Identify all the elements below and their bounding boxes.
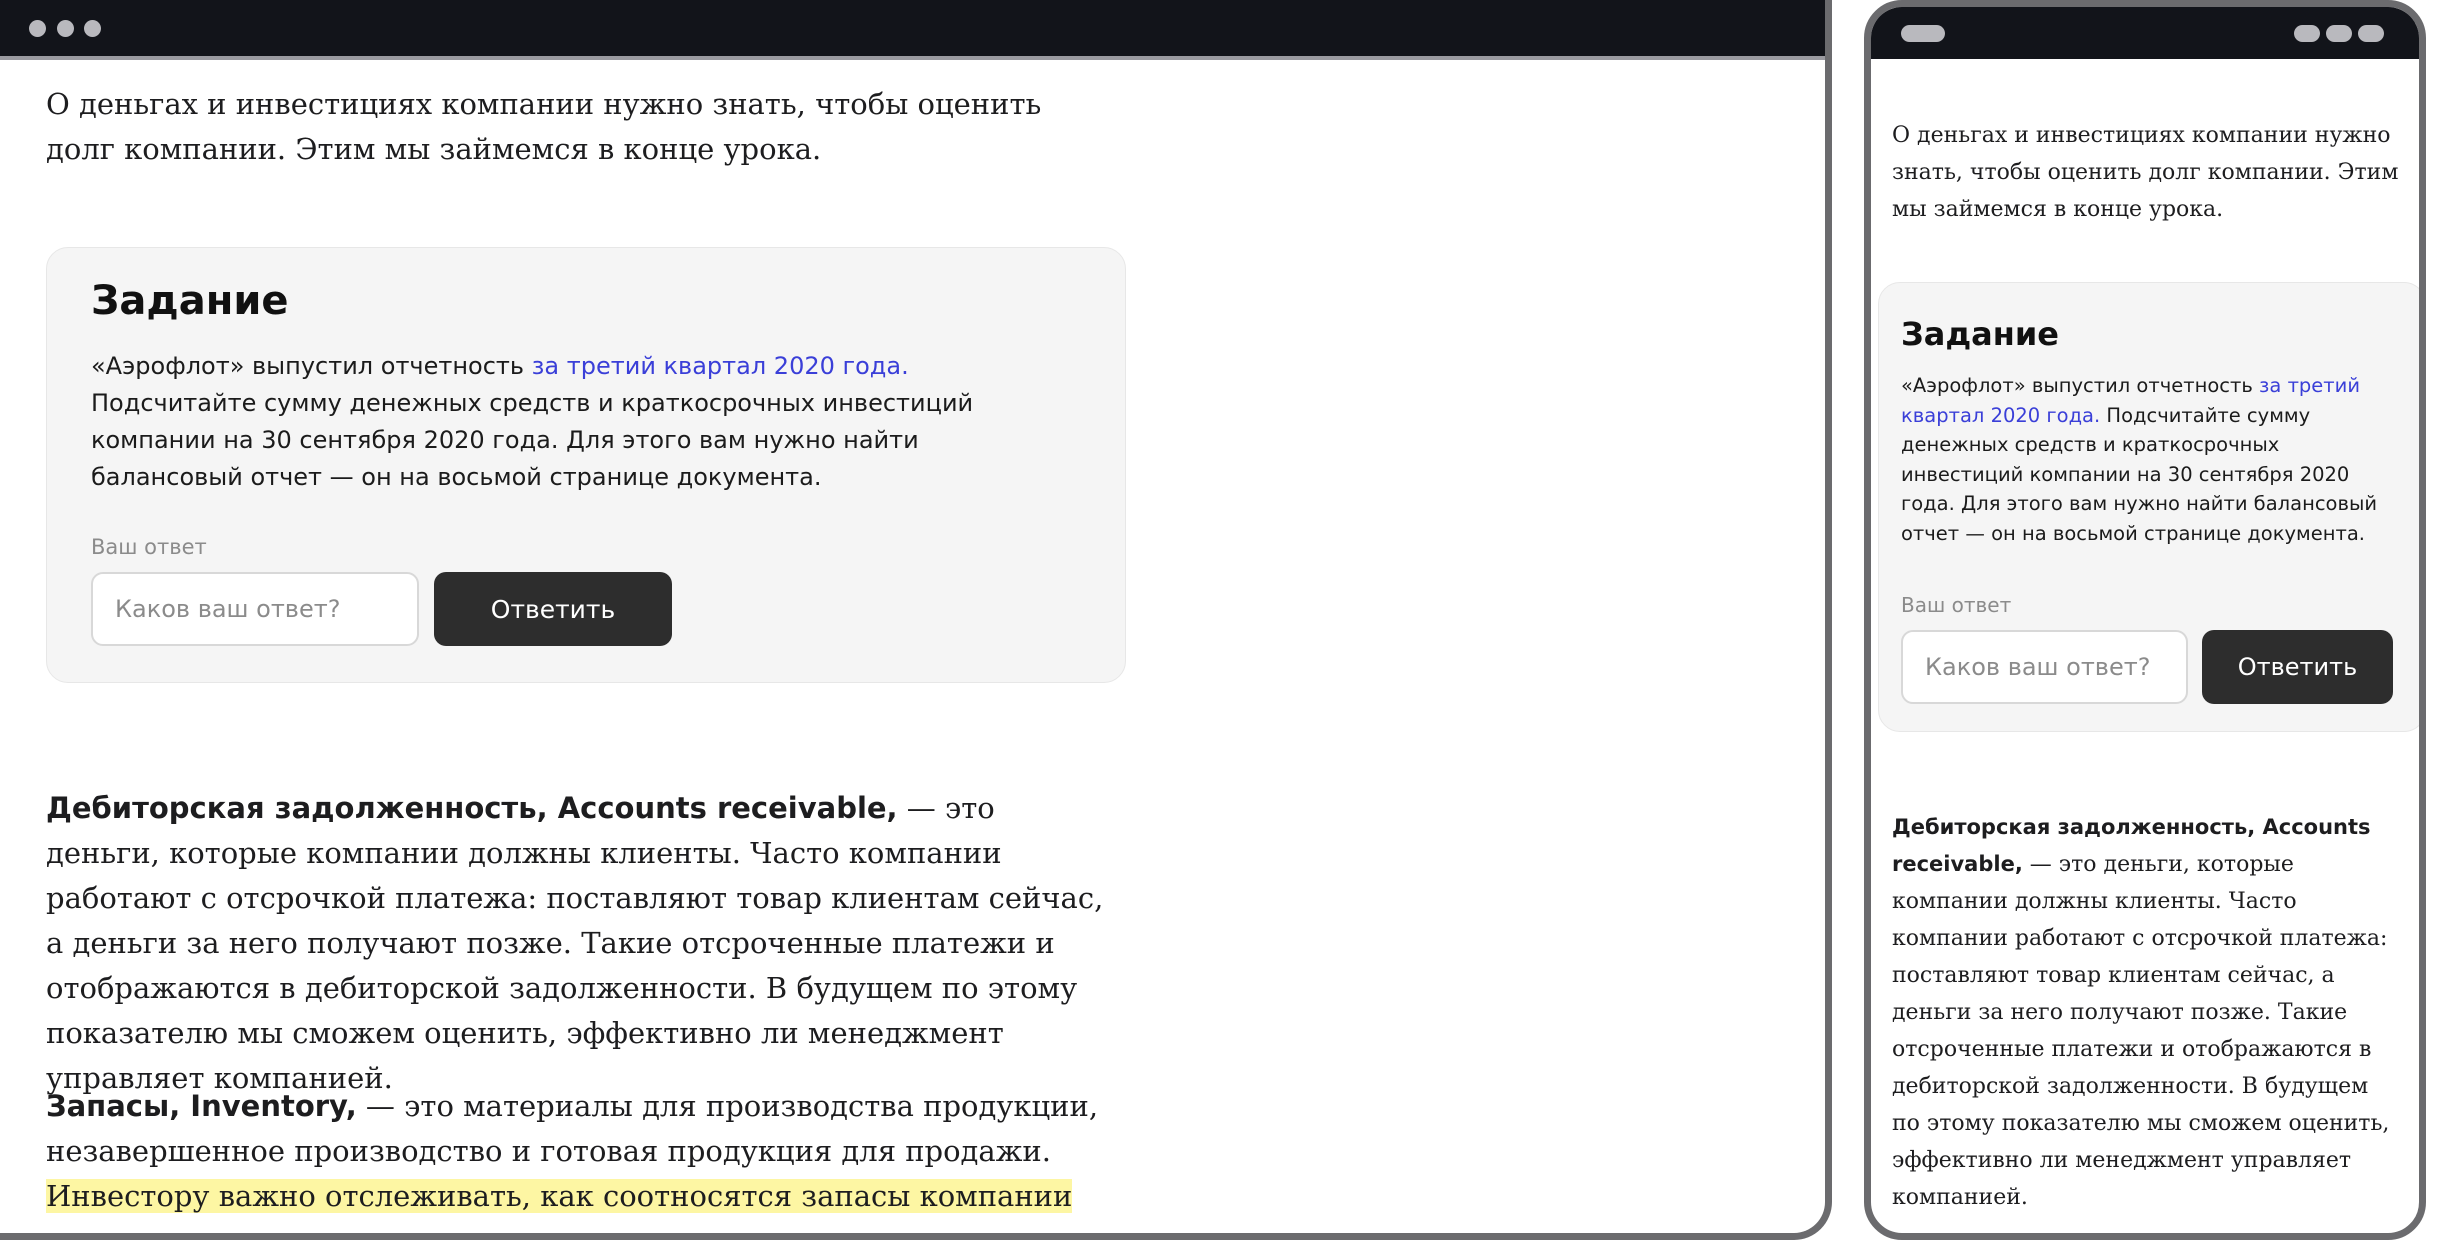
inventory-definition: — это материалы для производства продукции, незавершенное производство и готовая продукция для продажи. (46, 1089, 1099, 1168)
task-text-end: Подсчитайте сумму денежных средств и краткосрочных инвестиций компании на 30 сентября 2020 года. Для этого вам нужно найти балансовый отчет — он на восьмой странице документа. (91, 389, 974, 491)
task-text-mobile (1901, 371, 2406, 548)
highlighted-text: Инвестору важно отслеживать, как соотносятся запасы компании (46, 1179, 1073, 1213)
receivables-definition: — это деньги, которые компании должны клиенты. Часто компании работают с отсрочкой платежа: поставляют товар клиентам сейчас, а деньги за него получают позже. Такие отсроченные платежи и отображаются в дебиторской задолженности. В будущем по этому показателю мы сможем оценить, эффективно ли менеджмент управляет компанией. (46, 791, 1104, 1095)
answer-input-mobile[interactable] (1901, 630, 2188, 704)
task-title: Задание (91, 278, 289, 324)
intro-paragraph: О деньгах и инвестициях компании нужно знать, чтобы оценить долг компании. Этим мы займемся в конце урока. (46, 87, 1042, 166)
task-title-mobile: Задание (1901, 315, 2059, 353)
task-text-end: Подсчитайте сумму денежных средств и краткосрочных инвестиций компании на 30 сентября 2020 года. Для этого вам нужно найти балансовый отчет — он на восьмой странице документа. (1901, 403, 2378, 545)
window-control-icon[interactable] (2294, 25, 2320, 42)
receivables-paragraph-mobile (1892, 809, 2397, 1216)
receivables-term-mobile: Дебиторская задолженность, Accounts receivable, (1892, 815, 2371, 876)
task-card-mobile (1878, 282, 2426, 732)
task-card (46, 247, 1126, 683)
answer-input[interactable] (91, 572, 419, 646)
intro-paragraph-mobile: О деньгах и инвестициях компании нужно знать, чтобы оценить долг компании. Этим мы займемся в конце урока. (1892, 123, 2399, 222)
task-text-start: «Аэрофлот» выпустил отчетность (91, 352, 532, 380)
mobile-titlebar (1871, 7, 2419, 59)
task-text-start: «Аэрофлот» выпустил отчетность (1901, 374, 2260, 397)
window-control-icon[interactable] (2326, 25, 2352, 42)
receivables-definition-mobile: — это деньги, которые компании должны клиенты. Часто компании работают с отсрочкой платежа: поставляют товар клиентам сейчас, а деньги за него получают позже. Такие отсроченные платежи и отображаются в дебиторской задолженности. В будущем по этому показателю мы сможем оценить, эффективно ли менеджмент управляет компанией. (1892, 852, 2390, 1210)
submit-answer-button[interactable]: Ответить (434, 572, 672, 646)
menu-icon[interactable] (1901, 25, 1945, 42)
report-link-mobile[interactable]: за третий квартал 2020 года. (1901, 374, 2361, 427)
mobile-window (1864, 0, 2426, 1240)
report-link[interactable]: за третий квартал 2020 года. (531, 352, 909, 380)
inventory-paragraph (46, 1084, 1106, 1219)
receivables-term: Дебиторская задолженность, Accounts receivable, (46, 791, 898, 825)
submit-answer-button-mobile[interactable]: Ответить (2202, 630, 2393, 704)
task-text (91, 348, 1036, 496)
inventory-term: Запасы, Inventory, (46, 1089, 357, 1123)
window-control-icon[interactable] (57, 20, 74, 37)
window-control-icon[interactable] (84, 20, 101, 37)
receivables-paragraph (46, 786, 1106, 1101)
window-control-icon[interactable] (29, 20, 46, 37)
desktop-titlebar (0, 0, 1825, 56)
window-control-icon[interactable] (2358, 25, 2384, 42)
answer-label-mobile: Ваш ответ (1901, 593, 2012, 617)
answer-label: Ваш ответ (91, 535, 207, 559)
